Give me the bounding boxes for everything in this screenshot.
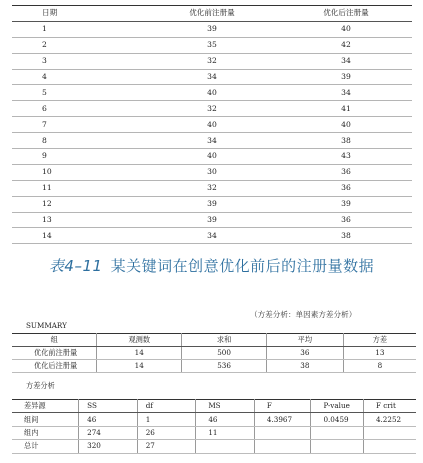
summary-header-row (12, 334, 416, 347)
registration-cell: 3 (12, 53, 144, 69)
table-row (12, 426, 416, 439)
registration-cell: 40 (144, 149, 280, 165)
registration-cell: 40 (280, 117, 412, 133)
anova-cell: 总计 (12, 440, 79, 453)
header-before: 优化前注册量 (144, 6, 280, 22)
registration-cell: 2 (12, 37, 144, 53)
anova-cell: 46 (79, 413, 138, 426)
anova-cell: 27 (137, 440, 196, 453)
anova-cell (311, 426, 364, 439)
registration-cell: 40 (144, 85, 280, 101)
registration-cell: 7 (12, 117, 144, 133)
summary-header-cell: 求和 (182, 334, 267, 347)
summary-cell: 14 (97, 360, 182, 373)
anova-cell (254, 426, 311, 439)
anova-table (12, 399, 416, 454)
registration-cell: 1 (12, 21, 144, 37)
anova-header-row (12, 400, 416, 413)
anova-cell (196, 440, 255, 453)
summary-cell: 500 (182, 347, 267, 360)
registration-cell: 35 (144, 37, 280, 53)
summary-cell: 14 (97, 347, 182, 360)
registration-cell: 40 (280, 21, 412, 37)
header-after: 优化后注册量 (280, 6, 412, 22)
registration-cell: 9 (12, 149, 144, 165)
registration-cell: 36 (280, 164, 412, 180)
table-row (12, 37, 412, 53)
anova-header-cell: F crit (363, 400, 416, 413)
summary-header-cell: 组 (12, 334, 97, 347)
registration-cell: 39 (144, 196, 280, 212)
registration-cell: 40 (144, 117, 280, 133)
registration-cell: 32 (144, 53, 280, 69)
anova-cell: 11 (196, 426, 255, 439)
registration-cell: 34 (280, 53, 412, 69)
anova-rows (12, 400, 416, 454)
anova-method-note: （方差分析：单因素方差分析） (250, 310, 357, 319)
anova-cell (254, 440, 311, 453)
anova-header-cell: SS (79, 400, 138, 413)
anova-cell: 320 (79, 440, 138, 453)
summary-cell: 38 (266, 360, 343, 373)
registration-cell: 4 (12, 69, 144, 85)
table-row (12, 196, 412, 212)
registration-table (12, 5, 412, 244)
registration-cell: 39 (280, 196, 412, 212)
table-row (12, 212, 412, 228)
anova-cell: 组间 (12, 413, 79, 426)
table-row (12, 117, 412, 133)
registration-cell: 34 (144, 133, 280, 149)
table-row (12, 53, 412, 69)
anova-cell: 0.0459 (311, 413, 364, 426)
anova-header-cell: F (254, 400, 311, 413)
registration-cell: 32 (144, 180, 280, 196)
registration-cell: 36 (280, 212, 412, 228)
table-row (12, 228, 412, 244)
summary-header-cell: 观测数 (97, 334, 182, 347)
registration-cell: 14 (12, 228, 144, 244)
registration-cell: 42 (280, 37, 412, 53)
anova-cell: 4.2252 (363, 413, 416, 426)
table-row (12, 440, 416, 453)
registration-rows (12, 21, 412, 243)
anova-cell: 26 (137, 426, 196, 439)
summary-rows (12, 334, 416, 373)
anova-cell (311, 440, 364, 453)
registration-cell: 32 (144, 101, 280, 117)
summary-cell: 536 (182, 360, 267, 373)
registration-cell: 8 (12, 133, 144, 149)
registration-cell: 34 (144, 69, 280, 85)
anova-cell: 组内 (12, 426, 79, 439)
table-row (12, 149, 412, 165)
summary-cell: 13 (343, 347, 416, 360)
registration-cell: 34 (280, 85, 412, 101)
table-row (12, 360, 416, 373)
registration-cell: 34 (144, 228, 280, 244)
table-caption (0, 255, 423, 276)
table-header-row (12, 6, 412, 22)
registration-cell: 30 (144, 164, 280, 180)
registration-cell: 39 (144, 21, 280, 37)
anova-header-cell: df (137, 400, 196, 413)
registration-cell: 41 (280, 101, 412, 117)
table-row (12, 133, 412, 149)
summary-cell: 优化后注册量 (12, 360, 97, 373)
table-row (12, 164, 412, 180)
anova-cell: 4.3967 (254, 413, 311, 426)
anova-table-title: 方差分析 (26, 381, 55, 390)
anova-cell (363, 426, 416, 439)
registration-cell: 39 (144, 212, 280, 228)
table-row (12, 85, 412, 101)
registration-cell: 6 (12, 101, 144, 117)
anova-header-cell: MS (196, 400, 255, 413)
anova-header-cell: 差异源 (12, 400, 79, 413)
registration-cell: 38 (280, 228, 412, 244)
summary-title: SUMMARY (26, 321, 67, 330)
registration-cell: 11 (12, 180, 144, 196)
summary-header-cell: 平均 (266, 334, 343, 347)
header-date: 日期 (12, 6, 144, 22)
table-row (12, 413, 416, 426)
summary-cell: 36 (266, 347, 343, 360)
anova-cell: 46 (196, 413, 255, 426)
registration-cell: 38 (280, 133, 412, 149)
caption-text: 某关键词在创意优化前后的注册量数据 (110, 257, 375, 275)
registration-cell: 39 (280, 69, 412, 85)
anova-cell: 1 (137, 413, 196, 426)
summary-cell: 8 (343, 360, 416, 373)
table-row (12, 347, 416, 360)
summary-header-cell: 方差 (343, 334, 416, 347)
anova-header-cell: P-value (311, 400, 364, 413)
table-row (12, 180, 412, 196)
summary-cell: 优化前注册量 (12, 347, 97, 360)
registration-cell: 36 (280, 180, 412, 196)
registration-cell: 5 (12, 85, 144, 101)
registration-cell: 12 (12, 196, 144, 212)
anova-cell: 274 (79, 426, 138, 439)
registration-cell: 43 (280, 149, 412, 165)
table-row (12, 101, 412, 117)
registration-cell: 10 (12, 164, 144, 180)
anova-cell (363, 440, 416, 453)
registration-cell: 13 (12, 212, 144, 228)
table-row (12, 69, 412, 85)
table-row (12, 21, 412, 37)
caption-number: 表4–11 (48, 257, 103, 275)
summary-table (12, 333, 416, 373)
